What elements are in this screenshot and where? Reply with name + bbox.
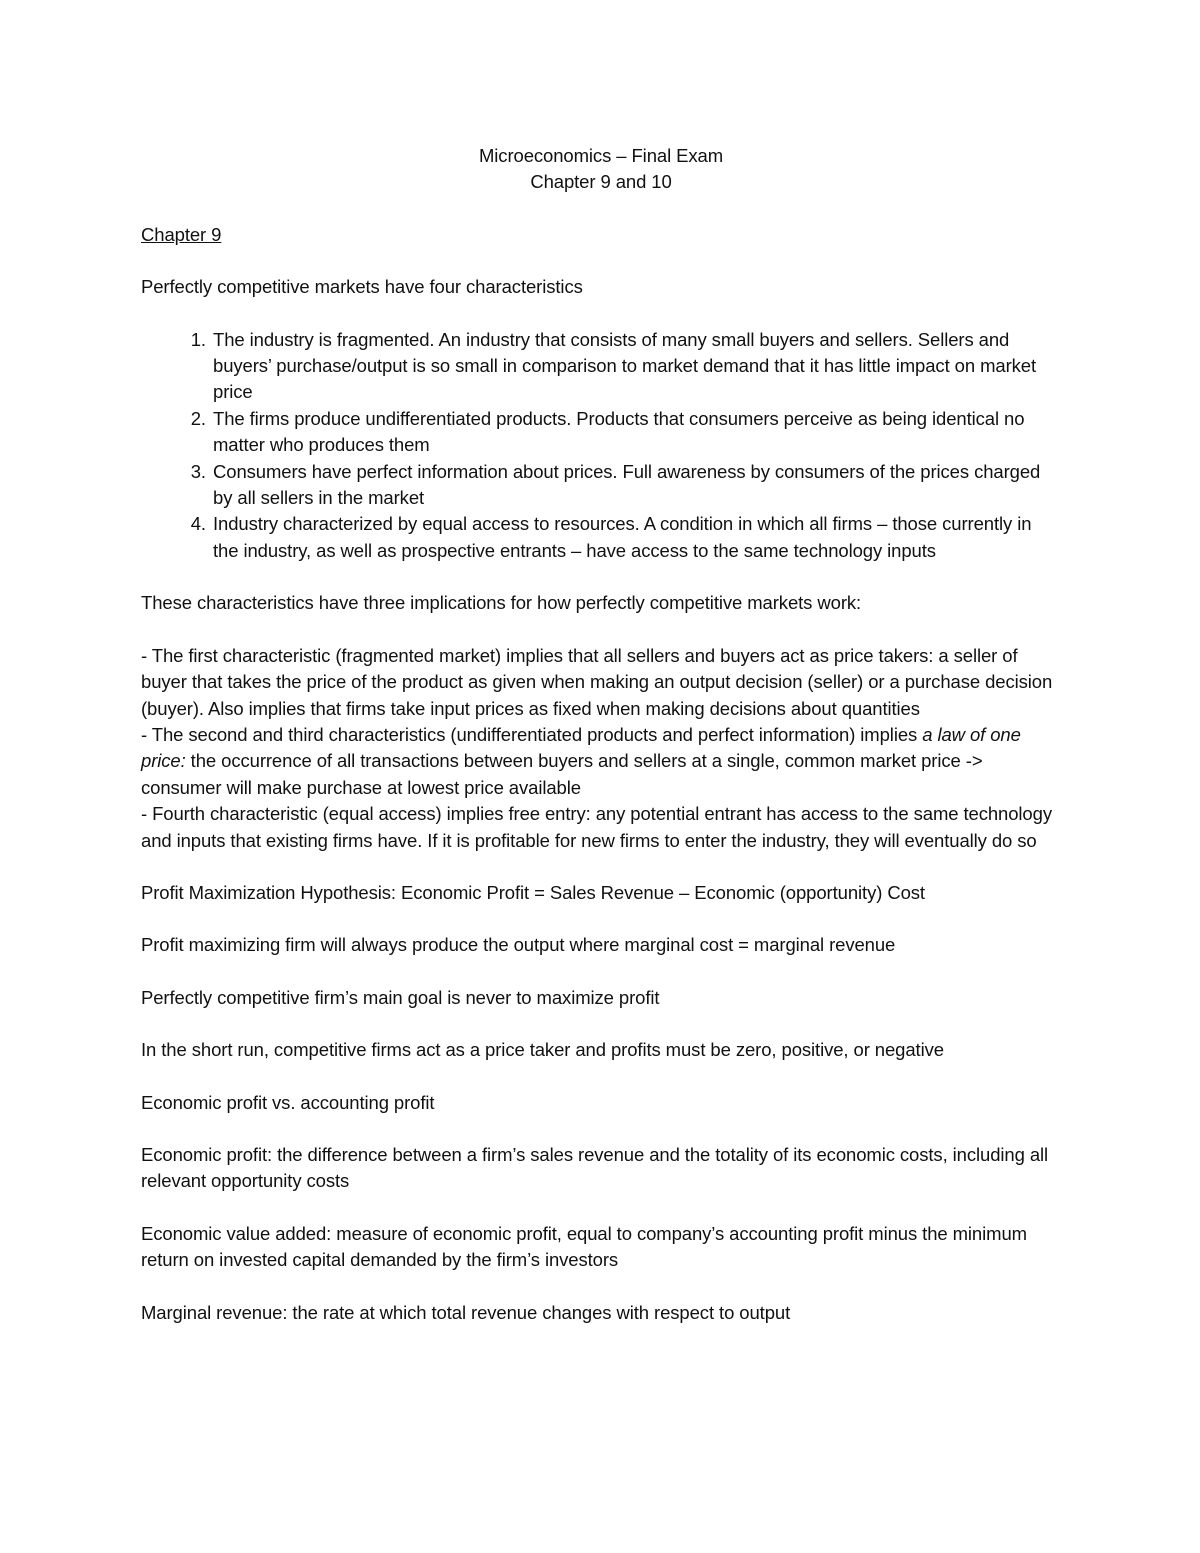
marginal-revenue-definition: Marginal revenue: the rate at which total revenue changes with respect to output xyxy=(141,1301,791,1323)
characteristic-item: 2. The firms produce undifferentiated products. Products that consumers perceive as being identical no matter who produces them xyxy=(211,406,1061,459)
economic-value-added-definition: Economic value added: measure of economic profit, equal to company’s accounting profit minus the minimum return on invested capital demanded by the firm’s investors xyxy=(141,1222,1027,1271)
competitive-firm-goal: Perfectly competitive firm’s main goal is never to maximize profit xyxy=(141,986,660,1008)
implication-second-definition: the occurrence of all transactions between buyers and sellers at a single, common market price -> consumer will make purchase at lowest price available xyxy=(141,750,983,798)
title-block xyxy=(141,143,1061,196)
implication-second-text: - The second and third characteristics (undifferentiated products and perfect information) implies xyxy=(141,723,923,745)
short-run-profits: In the short run, competitive firms act as a price taker and profits must be zero, positive, or negative xyxy=(141,1039,944,1061)
chapter-heading: Chapter 9 xyxy=(141,223,222,245)
implication-second xyxy=(141,722,1061,801)
document-title: Microeconomics – Final Exam xyxy=(478,145,724,166)
document-body xyxy=(141,143,1061,1352)
document-subtitle: Chapter 9 and 10 xyxy=(530,171,672,193)
characteristic-item: 1. The industry is fragmented. An industry that consists of many small buyers and sellers. Sellers and buyers’ purchase/output is so small in comparison to market demand that it has little impact on market price xyxy=(211,327,1061,406)
characteristic-item: 4. Industry characterized by equal access to resources. A condition in which all firms – those currently in the industry, as well as prospective entrants – have access to the same technology inputs xyxy=(211,511,1061,564)
implications-intro: These characteristics have three implications for how perfectly competitive markets work: xyxy=(141,592,862,614)
economic-profit-definition: Economic profit: the difference between a firm’s sales revenue and the totality of its economic costs, including all relevant opportunity costs xyxy=(141,1143,1049,1192)
characteristic-item: 3. Consumers have perfect information about prices. Full awareness by consumers of the prices charged by all sellers in the market xyxy=(211,459,1061,512)
profit-maximizing-rule: Profit maximizing firm will always produce the output where marginal cost = marginal revenue xyxy=(141,934,896,956)
characteristics-list xyxy=(141,327,1061,565)
law-of-one-price-term: a law of one price: xyxy=(141,723,1021,772)
implication-first: - The first characteristic (fragmented market) implies that all sellers and buyers act as price takers: a seller of buyer that takes the price of the product as given when making an output decision (seller) or a purchase decision (buyer). Also implies that firms take input prices as fixed when making decisions about quantities xyxy=(141,644,1053,719)
implications-section xyxy=(141,590,1061,854)
profit-comparison-heading: Economic profit vs. accounting profit xyxy=(141,1091,435,1113)
implication-third: - Fourth characteristic (equal access) implies free entry: any potential entrant has access to the same technology and inputs that existing firms have. If it is profitable for new firms to enter the industry, they will eventually do so xyxy=(141,803,1052,851)
characteristics-intro: Perfectly competitive markets have four characteristics xyxy=(141,276,583,298)
profit-maximization-hypothesis: Profit Maximization Hypothesis: Economic Profit = Sales Revenue – Economic (opportunity) Cost xyxy=(141,881,925,903)
